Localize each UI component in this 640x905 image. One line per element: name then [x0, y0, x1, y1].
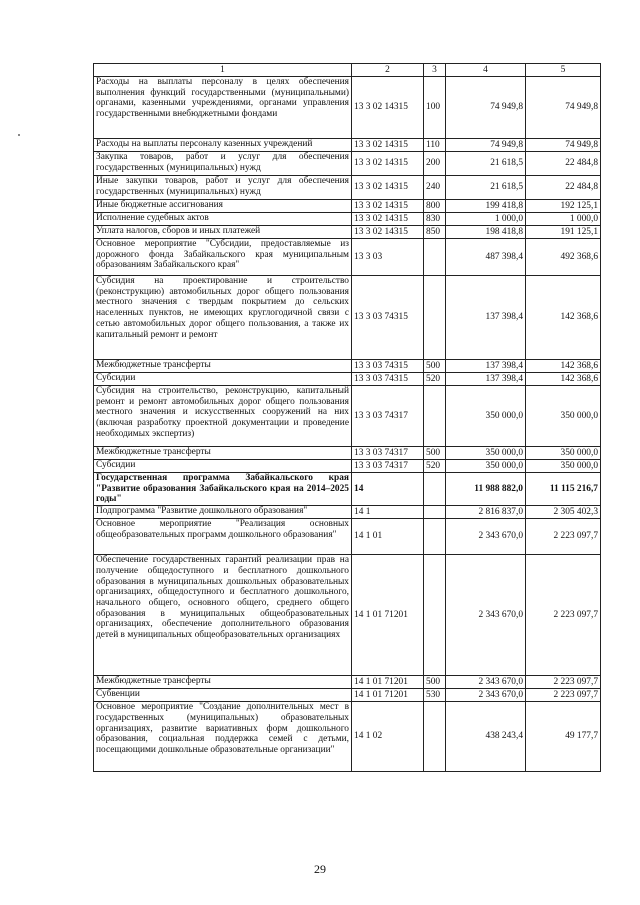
- table-row: [94, 506, 601, 519]
- row-name: Государственная программа Забайкальского края "Развитие образования Забайкальского края на 2014–2025 годы": [94, 473, 352, 506]
- row-value-2: 492 368,6: [526, 239, 601, 276]
- row-value-2: 74 949,8: [526, 77, 601, 139]
- row-expense-type: 800: [424, 200, 446, 213]
- row-code: 13 3 03 74315: [352, 360, 424, 373]
- header-row: [94, 64, 601, 77]
- row-value-1: 438 243,4: [446, 702, 526, 772]
- row-value-2: 142 368,6: [526, 360, 601, 373]
- row-expense-type: [424, 276, 446, 360]
- row-value-2: 350 000,0: [526, 386, 601, 447]
- budget-table: [93, 63, 601, 772]
- row-value-1: 2 343 670,0: [446, 676, 526, 689]
- row-value-1: 21 618,5: [446, 152, 526, 176]
- table-row: [94, 519, 601, 555]
- row-name: Основное мероприятие "Субсидии, предоставляемые из дорожного фонда Забайкальского края муниципальным образованиям Забайкальского края": [94, 239, 352, 276]
- table-row: [94, 386, 601, 447]
- table-row: [94, 473, 601, 506]
- table-row: [94, 152, 601, 176]
- row-code: 13 3 03 74315: [352, 276, 424, 360]
- row-code: 13 3 03 74317: [352, 386, 424, 447]
- table-row: [94, 139, 601, 152]
- row-value-1: 74 949,8: [446, 77, 526, 139]
- row-value-2: 22 484,8: [526, 176, 601, 200]
- row-code: 13 3 03 74317: [352, 447, 424, 460]
- row-value-2: 11 115 216,7: [526, 473, 601, 506]
- table-row: [94, 689, 601, 702]
- row-code: 13 3 02 14315: [352, 200, 424, 213]
- row-code: 14: [352, 473, 424, 506]
- row-value-1: 1 000,0: [446, 213, 526, 226]
- row-value-1: 21 618,5: [446, 176, 526, 200]
- table-row: [94, 373, 601, 386]
- row-code: 14 1 01: [352, 519, 424, 555]
- row-code: 13 3 02 14315: [352, 139, 424, 152]
- row-name: Субсидия на строительство, реконструкцию, капитальный ремонт и ремонт автомобильных дорог общего пользования местного значения и искусственных сооружений на них (включая разработку проектной документации и проведение необходимых экспертиз): [94, 386, 352, 447]
- row-name: Расходы на выплаты персоналу в целях обеспечения выполнения функций государственными (муниципальными) органами, казенными учреждениями, органами управления государственными внебюджетными фондами: [94, 77, 352, 139]
- row-code: 13 3 03 74317: [352, 460, 424, 473]
- row-code: 13 3 02 14315: [352, 213, 424, 226]
- row-code: 13 3 02 14315: [352, 176, 424, 200]
- row-name: Закупка товаров, работ и услуг для обеспечения государственных (муниципальных) нужд: [94, 152, 352, 176]
- table-row: [94, 239, 601, 276]
- row-name: Межбюджетные трансферты: [94, 447, 352, 460]
- row-expense-type: 850: [424, 226, 446, 239]
- row-code: 13 3 02 14315: [352, 152, 424, 176]
- row-value-2: 2 305 402,3: [526, 506, 601, 519]
- row-code: 14 1 02: [352, 702, 424, 772]
- table-row: [94, 447, 601, 460]
- row-name: Расходы на выплаты персоналу казенных учреждений: [94, 139, 352, 152]
- row-value-2: 1 000,0: [526, 213, 601, 226]
- table-row: [94, 555, 601, 676]
- table-row: [94, 200, 601, 213]
- row-value-1: 2 343 670,0: [446, 689, 526, 702]
- row-name: Подпрограмма "Развитие дошкольного образования": [94, 506, 352, 519]
- row-code: 13 3 02 14315: [352, 226, 424, 239]
- row-expense-type: [424, 519, 446, 555]
- row-name: Исполнение судебных актов: [94, 213, 352, 226]
- page-number: 29: [314, 862, 326, 876]
- row-value-2: 191 125,1: [526, 226, 601, 239]
- row-name: Основное мероприятие "Создание дополнительных мест в государственных (муниципальных) образовательных организациях, развитие вариативных форм дошкольного образования, социальная поддержка семей с детьми, посещающими дошкольные образовательные организации": [94, 702, 352, 772]
- row-expense-type: 520: [424, 373, 446, 386]
- row-code: 14 1 01 71201: [352, 555, 424, 676]
- table-row: [94, 77, 601, 139]
- table-row: [94, 360, 601, 373]
- row-value-1: 137 398,4: [446, 373, 526, 386]
- table-row: [94, 702, 601, 772]
- table-row: [94, 213, 601, 226]
- row-value-2: 350 000,0: [526, 447, 601, 460]
- row-name: Субвенции: [94, 689, 352, 702]
- row-expense-type: 530: [424, 689, 446, 702]
- table-row: [94, 176, 601, 200]
- row-name: Межбюджетные трансферты: [94, 360, 352, 373]
- row-code: 13 3 03 74315: [352, 373, 424, 386]
- header-col-4: 4: [446, 64, 526, 77]
- row-value-1: 2 816 837,0: [446, 506, 526, 519]
- row-value-2: 22 484,8: [526, 152, 601, 176]
- row-expense-type: 500: [424, 360, 446, 373]
- header-col-2: 2: [352, 64, 424, 77]
- row-value-1: 198 418,8: [446, 226, 526, 239]
- scan-speck: [18, 134, 20, 136]
- row-name: Иные бюджетные ассигнования: [94, 200, 352, 213]
- row-value-1: 350 000,0: [446, 447, 526, 460]
- row-expense-type: [424, 473, 446, 506]
- table-row: [94, 276, 601, 360]
- row-name: Иные закупки товаров, работ и услуг для обеспечения государственных (муниципальных) нужд: [94, 176, 352, 200]
- row-expense-type: 200: [424, 152, 446, 176]
- row-code: 13 3 03: [352, 239, 424, 276]
- row-code: 14 1 01 71201: [352, 676, 424, 689]
- row-value-2: 2 223 097,7: [526, 689, 601, 702]
- row-value-1: 137 398,4: [446, 276, 526, 360]
- row-value-2: 2 223 097,7: [526, 676, 601, 689]
- row-value-1: 2 343 670,0: [446, 555, 526, 676]
- row-expense-type: [424, 702, 446, 772]
- row-name: Обеспечение государственных гарантий реализации прав на получение общедоступного и бесплатного дошкольного образования в муниципальных дошкольных образовательных организациях, общедоступного и бесплатного дошкольного, начального общего, основного общего, среднего общего образования в муниципальных общеобразовательных организациях, обеспечение дополнительного образования детей в муниципальных общеобразовательных организациях: [94, 555, 352, 676]
- row-expense-type: 240: [424, 176, 446, 200]
- row-value-2: 350 000,0: [526, 460, 601, 473]
- row-name: Субсидия на проектирование и строительство (реконструкцию) автомобильных дорог общего пользования местного значения с твердым покрытием до сельских населенных пунктов, не имеющих круглогодичной связи с сетью автомобильных дорог общего пользования, а также их капитальный ремонт и ремонт: [94, 276, 352, 360]
- row-value-1: 11 988 882,0: [446, 473, 526, 506]
- row-name: Основное мероприятие "Реализация основных общеобразовательных программ дошкольного образования": [94, 519, 352, 555]
- row-value-1: 350 000,0: [446, 460, 526, 473]
- row-value-1: 487 398,4: [446, 239, 526, 276]
- row-value-2: 2 223 097,7: [526, 519, 601, 555]
- table-row: [94, 460, 601, 473]
- row-expense-type: 830: [424, 213, 446, 226]
- row-name: Субсидии: [94, 373, 352, 386]
- row-expense-type: [424, 555, 446, 676]
- table-row: [94, 676, 601, 689]
- row-value-2: 192 125,1: [526, 200, 601, 213]
- row-value-1: 199 418,8: [446, 200, 526, 213]
- row-name: Уплата налогов, сборов и иных платежей: [94, 226, 352, 239]
- row-value-2: 142 368,6: [526, 276, 601, 360]
- row-value-2: 74 949,8: [526, 139, 601, 152]
- header-col-5: 5: [526, 64, 601, 77]
- row-value-2: 49 177,7: [526, 702, 601, 772]
- row-name: Субсидии: [94, 460, 352, 473]
- row-expense-type: 110: [424, 139, 446, 152]
- row-code: 14 1: [352, 506, 424, 519]
- row-code: 13 3 02 14315: [352, 77, 424, 139]
- row-expense-type: [424, 506, 446, 519]
- row-value-1: 74 949,8: [446, 139, 526, 152]
- row-value-2: 142 368,6: [526, 373, 601, 386]
- row-expense-type: 500: [424, 447, 446, 460]
- row-value-1: 2 343 670,0: [446, 519, 526, 555]
- header-col-1: 1: [94, 64, 352, 77]
- row-value-2: 2 223 097,7: [526, 555, 601, 676]
- row-name: Межбюджетные трансферты: [94, 676, 352, 689]
- header-col-3: 3: [424, 64, 446, 77]
- row-code: 14 1 01 71201: [352, 689, 424, 702]
- row-value-1: 350 000,0: [446, 386, 526, 447]
- row-expense-type: [424, 386, 446, 447]
- row-expense-type: 500: [424, 676, 446, 689]
- row-expense-type: 100: [424, 77, 446, 139]
- row-expense-type: [424, 239, 446, 276]
- row-value-1: 137 398,4: [446, 360, 526, 373]
- row-expense-type: 520: [424, 460, 446, 473]
- table-row: [94, 226, 601, 239]
